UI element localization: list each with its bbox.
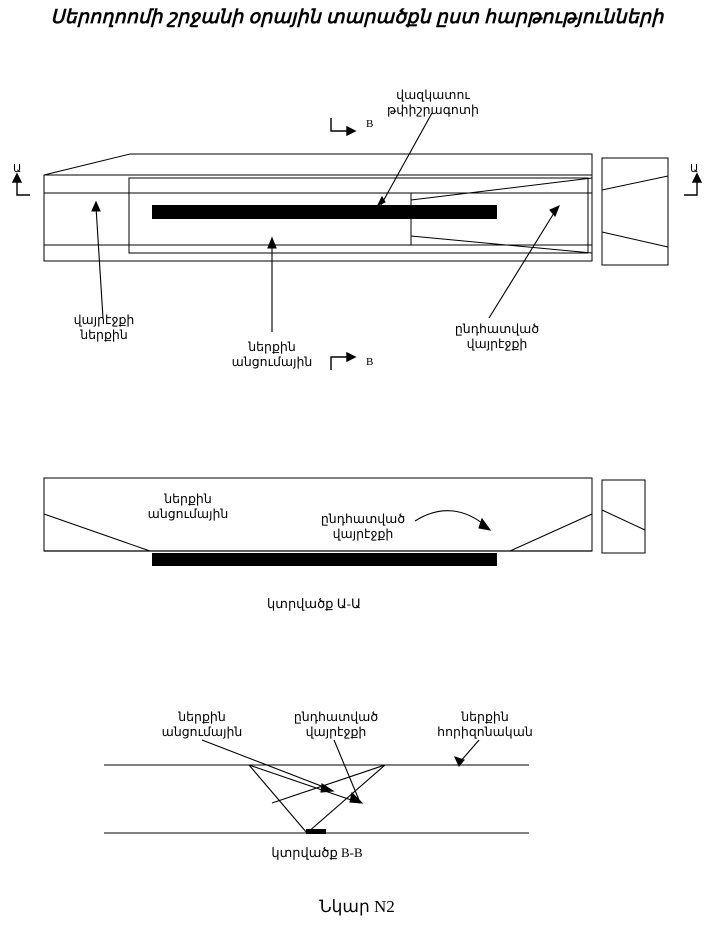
label-vazhatu-tkhshragoti: [383, 88, 483, 118]
label-line-1: ընդհատված: [320, 512, 406, 526]
section-bb-view: [104, 765, 529, 834]
label-line-1: ներքին: [164, 492, 212, 506]
section-marker-b-top: B: [366, 118, 374, 130]
label-nerkin-horizonakan-bb: [425, 710, 545, 740]
label-line-2: վայրէջքի: [466, 337, 528, 351]
label-nerkin-antsumayin-aa: [138, 492, 238, 522]
label-line-2: անցումային: [231, 355, 313, 369]
caption-section-bb: կտրվածք B-B: [271, 845, 363, 860]
label-undhatvats-vayrejki: [442, 322, 552, 352]
plan-view: [44, 154, 668, 265]
label-line-2: հորիզոնական: [437, 725, 533, 739]
label-undhatvats-vayreri-aa: [308, 512, 418, 542]
label-line-2: վայրէջքի: [332, 527, 394, 541]
caption-section-aa: կտրվածք Ա-Ա: [267, 596, 361, 611]
label-line-1: ներքին: [461, 710, 509, 724]
label-line-1: ներքին: [248, 340, 296, 354]
page-title: Սերողոոմի շրջանի օրային տարածքն ըստ հարթությունների: [50, 7, 664, 28]
section-marker-a-left: Ա: [13, 163, 22, 175]
label-line-1: ներքին: [178, 710, 226, 724]
section-marker-a-right: Ա: [690, 163, 699, 175]
label-vayreri-nerkin: [54, 313, 154, 343]
figure-number: Նկար N2: [319, 897, 395, 916]
label-line-1: ընդհատված: [454, 322, 540, 336]
label-line-2: անցումային: [147, 507, 229, 521]
label-line-1: վազկատու: [396, 88, 470, 102]
label-undhatvats-vayreri-bb: [281, 710, 391, 740]
section-bb-leaders: [202, 740, 479, 803]
label-line-1: ընդհատված: [293, 710, 379, 724]
label-line-2: անցումային: [161, 725, 243, 739]
label-nerkin-antsumayin-bb: [152, 710, 252, 740]
label-line-2: ներքին: [80, 328, 128, 342]
section-marker-b-bottom: B: [366, 356, 374, 368]
label-nerkin-antsumayin: [222, 340, 322, 370]
label-line-2: թփիշրագոտի: [387, 103, 479, 117]
label-line-1: վայրէջքի: [73, 313, 135, 327]
label-line-2: վայրէջքի: [305, 725, 367, 739]
